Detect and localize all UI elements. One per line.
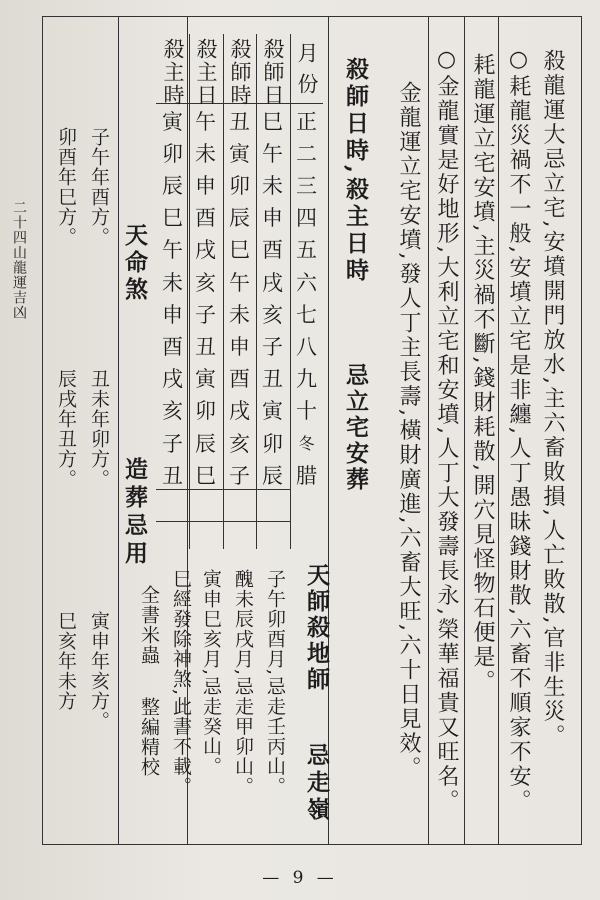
table-cell-month: 四 <box>296 206 317 231</box>
table-cell: 辰 <box>229 206 250 231</box>
table-cell: 未 <box>229 302 250 327</box>
table-cell: 寅 <box>229 141 250 166</box>
table-cell: 子 <box>262 334 283 359</box>
mid-note-1: 子午卯酉月,忌走壬丙山。 <box>264 569 286 797</box>
table-cell: 未 <box>195 141 216 166</box>
table-cell: 未 <box>262 173 283 198</box>
mid-note-5b: 整編精校 <box>138 697 160 777</box>
right-col-3: 耗龍運立宅安墳,主災禍不斷,錢財耗散,開穴見怪物石便是。 <box>470 53 495 694</box>
table-cell: 戌 <box>162 367 183 392</box>
table-cell: 申 <box>162 302 183 327</box>
left-col1-b: 丑未年卯方。 <box>88 369 110 489</box>
table-cell-month: 三 <box>296 173 317 198</box>
divider-right-c <box>498 17 499 844</box>
mid-title-a: 殺師日時,殺主日時 <box>342 57 369 286</box>
table-cell-month: 正 <box>296 109 317 134</box>
table-cell-month: 十 <box>296 399 317 424</box>
left-col1-c: 寅申年亥方。 <box>88 611 110 731</box>
table-cell: 子 <box>162 431 183 456</box>
table-cell: 戌 <box>229 399 250 424</box>
table-cell: 寅 <box>162 109 183 134</box>
table-cell: 丑 <box>229 109 250 134</box>
mid-note-3: 寅申巳亥月,忌走癸山。 <box>200 569 222 777</box>
mid-note-5a: 全書米蟲 <box>138 585 160 665</box>
divider-right-b <box>464 17 465 844</box>
table-cell: 酉 <box>229 367 250 392</box>
table-cell: 丑 <box>195 334 216 359</box>
divider-mid-right <box>328 17 329 844</box>
table-cell: 丑 <box>162 463 183 488</box>
table-cell: 卯 <box>162 141 183 166</box>
table-cell: 亥 <box>229 431 250 456</box>
table-cell: 辰 <box>195 431 216 456</box>
table-cell: 子 <box>229 463 250 488</box>
table-cell: 巳 <box>195 463 216 488</box>
right-col-2: ○耗龍災禍不一般,安墳立宅是非纏,人丁愚昧錢財散,六畜不順家不安。 <box>506 47 531 814</box>
table-cell: 午 <box>162 238 183 263</box>
left-col1-a: 子午年酉方。 <box>88 127 110 247</box>
table-cell: 亥 <box>262 302 283 327</box>
left-col2-b: 辰戌年丑方。 <box>55 369 77 489</box>
table-cell: 寅 <box>195 367 216 392</box>
table-cell: 酉 <box>162 334 183 359</box>
table-cell: 戌 <box>195 238 216 263</box>
table-cell: 戌 <box>262 270 283 295</box>
table-header-row-4: 殺主時 <box>161 38 185 107</box>
left-title-b: 造葬忌用 <box>121 457 148 569</box>
table-header-row-3: 殺主日 <box>194 38 218 107</box>
divider-left-cols <box>118 17 119 844</box>
page-number: — 9 — <box>262 868 338 888</box>
mid-title-b: 忌立宅安葬 <box>342 363 369 493</box>
table-cell: 午 <box>262 141 283 166</box>
table-cell-month: 冬 <box>298 434 315 453</box>
mid-title-d: 忌走嶺 <box>303 743 330 824</box>
mid-title-c: 天師殺地師 <box>303 563 330 693</box>
divider-right-a <box>428 17 429 844</box>
table-cell-month: 腊 <box>296 463 317 488</box>
table-cell: 酉 <box>195 206 216 231</box>
table-cell: 酉 <box>262 238 283 263</box>
table-cell: 辰 <box>262 463 283 488</box>
table-cell: 卯 <box>195 399 216 424</box>
table-cell: 未 <box>162 270 183 295</box>
table-cell: 申 <box>262 206 283 231</box>
left-title-a: 天命煞 <box>121 223 148 304</box>
mid-note-2: 醜未辰戌月,忌走甲卯山。 <box>232 569 254 797</box>
table-header-month: 月份 <box>295 42 319 104</box>
table-cell: 午 <box>195 109 216 134</box>
month-table <box>156 34 323 549</box>
table-cell: 卯 <box>262 431 283 456</box>
table-cell: 巳 <box>229 238 250 263</box>
table-cell-month: 五 <box>296 238 317 263</box>
table-header-row-2: 殺師時 <box>228 38 252 107</box>
mid-note-4: 巳經發除神煞,此書不載。 <box>170 569 192 797</box>
table-cell-month: 二 <box>296 141 317 166</box>
right-col-4: ○金龍實是好地形,大利立宅和安墳,人丁大發壽長永,榮華福貴又旺名。 <box>434 47 459 814</box>
left-col2-c: 巳亥年未方 <box>55 611 77 711</box>
table-cell: 卯 <box>229 173 250 198</box>
table-cell-month: 六 <box>296 270 317 295</box>
table-cell: 亥 <box>162 399 183 424</box>
table-cell: 申 <box>229 334 250 359</box>
right-col-5: 金龍運立宅安墳,發人丁主長壽,橫財廣進,六畜大旺,六十日見效。 <box>396 81 421 781</box>
table-cell: 巳 <box>162 206 183 231</box>
table-cell: 寅 <box>262 399 283 424</box>
right-col-1: 殺龍運大忌立宅,安墳開門放水,主六畜敗損,人亡敗散,官非生災。 <box>540 49 565 749</box>
table-header-row-1: 殺師日 <box>261 38 285 107</box>
table-cell: 巳 <box>262 109 283 134</box>
table-cell: 申 <box>195 173 216 198</box>
table-cell: 丑 <box>262 367 283 392</box>
side-title: 二十四山龍運吉凶 <box>11 200 27 320</box>
table-cell: 亥 <box>195 270 216 295</box>
table-cell: 午 <box>229 270 250 295</box>
table-cell: 辰 <box>162 173 183 198</box>
left-col2-a: 卯酉年巳方。 <box>55 127 77 247</box>
table-cell-month: 九 <box>296 367 317 392</box>
page-frame <box>42 16 582 845</box>
table-cell: 子 <box>195 302 216 327</box>
table-cell-month: 七 <box>296 302 317 327</box>
table-cell-month: 八 <box>296 334 317 359</box>
